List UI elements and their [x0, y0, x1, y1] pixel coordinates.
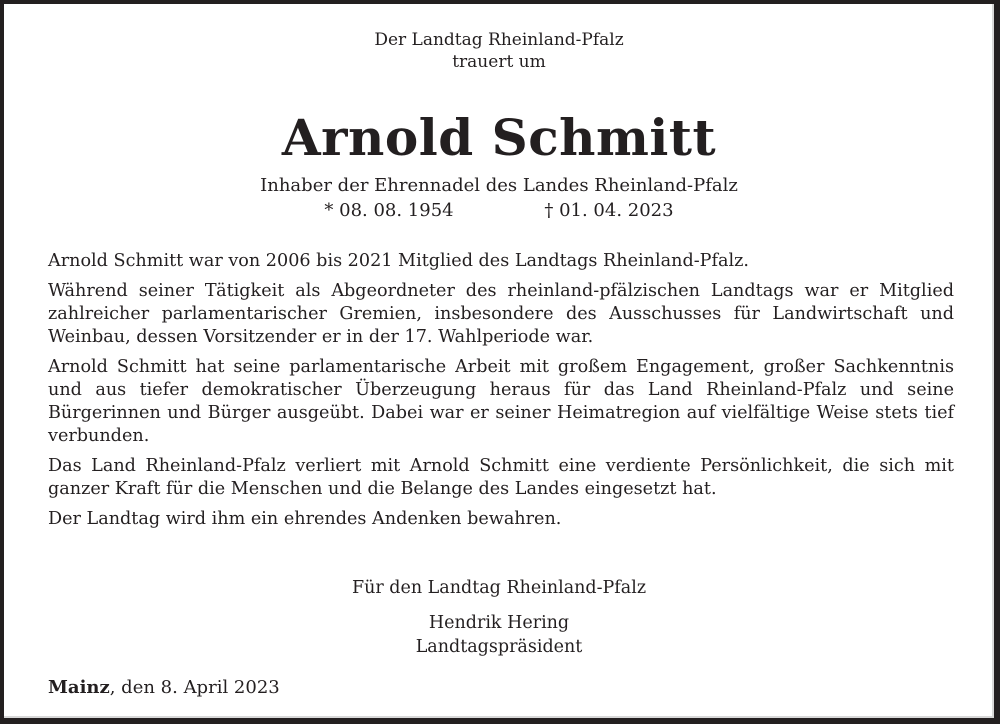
header-mourns: trauert um: [452, 52, 546, 72]
paragraph: Der Landtag wird ihm ein ehrendes Andenken bewahren.: [48, 509, 562, 529]
paragraph: Arnold Schmitt hat seine parlamentarische Arbeit mit großem Engagement, großer Sachkenntnis und aus tiefer demokratischer Überzeugung heraus für das Land Rheinland-Pfalz und seine Bürgerinnen und Bürger ausgeübt. Dabei war er seiner Heimatregion auf vielfältige Weise stets tief verbunden.: [48, 357, 954, 446]
signature-on-behalf: Für den Landtag Rheinland-Pfalz: [351, 578, 647, 598]
signature-block: [4, 611, 994, 659]
paragraph: Arnold Schmitt war von 2006 bis 2021 Mitglied des Landtags Rheinland-Pfalz.: [48, 251, 749, 271]
paragraph: Das Land Rheinland-Pfalz verliert mit Arnold Schmitt eine verdiente Persönlichkeit, die sich mit ganzer Kraft für die Menschen und die Belange des Landes eingesetzt hat.: [48, 456, 954, 499]
paragraph: Während seiner Tätigkeit als Abgeordneter des rheinland-pfälzischen Landtags war er Mitglied zahlreicher parlamentarischer Gremien, insbesondere des Ausschusses für Landwirtschaft und Weinbau, dessen Vorsitzender er in der 17. Wahlperiode war.: [48, 281, 954, 347]
obituary-body: [48, 250, 954, 538]
signatory-title: Landtagspräsident: [415, 637, 583, 657]
death-date: † 01. 04. 2023: [544, 200, 674, 221]
birth-date: * 08. 08. 1954: [324, 200, 454, 221]
place-date: [48, 676, 280, 700]
header: [4, 29, 994, 73]
signatory-name: Hendrik Hering: [428, 613, 570, 633]
obituary-notice: [4, 4, 994, 718]
header-org: Der Landtag Rheinland-Pfalz: [374, 30, 624, 50]
honor-line: Inhaber der Ehrennadel des Landes Rheinland-Pfalz: [260, 175, 738, 196]
place-city: Mainz: [48, 677, 110, 698]
date-text: , den 8. April 2023: [109, 677, 280, 698]
life-dates: [4, 199, 994, 223]
deceased-name: Arnold Schmitt: [281, 108, 717, 167]
